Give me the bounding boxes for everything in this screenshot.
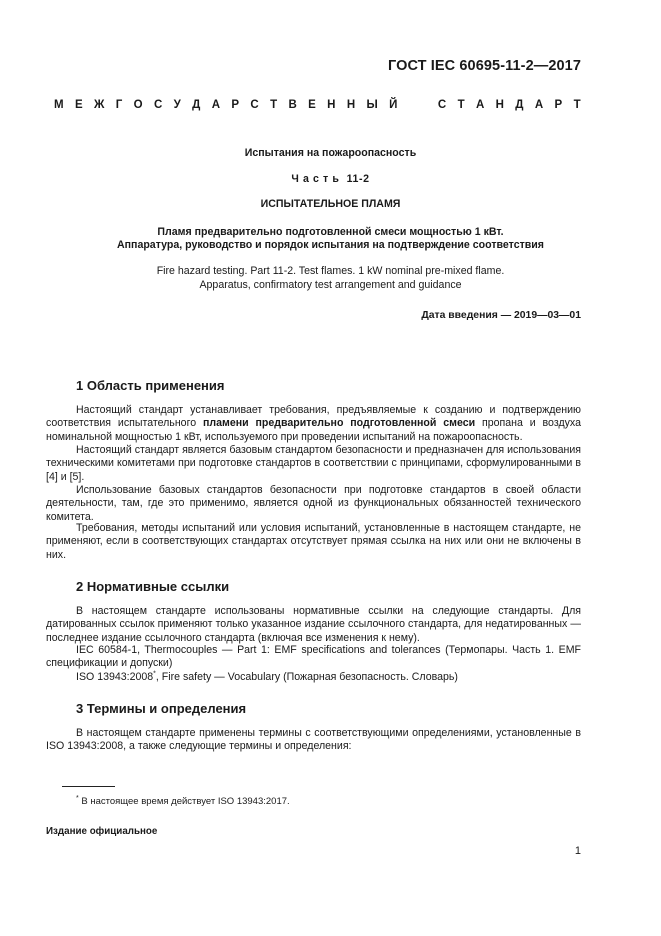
banner-letter: У <box>173 99 181 111</box>
banner-letter: Р <box>231 99 240 111</box>
banner-letter: Т <box>573 99 581 111</box>
title-english-line2: Apparatus, confirmatory test arrangement and guidance <box>199 279 462 291</box>
section-3-paragraph-1: В настоящем стандарте применены термины с соответствующими определениями, установленные в ISO 13943:2008, а также следующие термины и определения: <box>46 727 581 753</box>
banner-letter: О <box>133 99 143 111</box>
banner-letter: А <box>211 99 221 111</box>
official-edition-label: Издание официальное <box>46 826 158 837</box>
banner-letter: М <box>54 99 64 111</box>
banner-letter: Д <box>515 99 524 111</box>
banner-letter: А <box>534 99 544 111</box>
banner-letter: Р <box>554 99 563 111</box>
banner-letter: В <box>288 99 297 111</box>
banner-letter: С <box>250 99 259 111</box>
title-name: ИСПЫТАТЕЛЬНОЕ ПЛАМЯ <box>260 198 401 210</box>
section-2-paragraph-2: IEC 60584-1, Thermocouples — Part 1: EMF specifications and tolerances (Термопары. Часть 1. EMF спецификации и допуски) <box>46 644 581 670</box>
section-1-paragraph-1 <box>46 404 581 444</box>
footnote <box>76 795 290 808</box>
section-2-paragraph-3 <box>46 671 581 684</box>
footnote-reference-mark: * <box>153 670 156 678</box>
banner-letter: Н <box>346 99 356 111</box>
banner-letter: Н <box>327 99 336 111</box>
banner-letter: Т <box>457 99 465 111</box>
banner-letter: Е <box>308 99 316 111</box>
banner-letter: С <box>437 99 447 111</box>
section-3-heading: 3 Термины и определения <box>76 701 247 716</box>
footnote-divider <box>62 786 115 787</box>
section-1-p1-bold: пламени предварительно подготовленной смеси <box>202 417 476 430</box>
interstate-standard-banner <box>54 99 581 112</box>
banner-letter: С <box>153 99 163 111</box>
section-2-p3-text: , Fire safety — Vocabulary (Пожарная безопасность. Словарь) <box>155 671 458 683</box>
banner-letter: Н <box>495 99 504 111</box>
section-1-paragraph-4: Требования, методы испытаний или условия испытаний, установленные в настоящем стандарте, не применяют, если в соответствующих стандартах отсутствует прямая ссылка на них или они не включены в них. <box>46 522 581 561</box>
banner-letter: Г <box>115 99 123 111</box>
section-1-heading: 1 Область применения <box>76 378 225 393</box>
title-series: Испытания на пожароопасность <box>244 147 417 159</box>
banner-letter <box>409 99 412 112</box>
section-2-heading: 2 Нормативные ссылки <box>76 579 230 594</box>
banner-letter: Ж <box>93 99 105 111</box>
banner-letter: Ы <box>366 99 378 111</box>
banner-letter: Й <box>389 99 398 111</box>
banner-letter: Т <box>270 99 278 111</box>
footnote-text: В настоящее время действует ISO 13943:2017. <box>78 796 290 807</box>
footnote-mark: * <box>76 794 79 802</box>
banner-letter: А <box>475 99 485 111</box>
banner-letter: Е <box>74 99 83 111</box>
banner-letter <box>423 99 426 112</box>
page-number: 1 <box>574 845 581 857</box>
banner-letter: Д <box>192 99 201 111</box>
title-subtitle-line2: Аппаратура, руководство и порядок испытания на подтверждение соответствия <box>117 239 544 251</box>
section-1-paragraph-3: Использование базовых стандартов безопасности при подготовке стандартов в своей области деятельности, там, где это применимо, является одной из функциональных обязанностей технического комитета. <box>46 484 581 523</box>
section-1-p1-text-end: пропана и воздуха номинальной мощностью 1 кВт, используемого при проведении испытаний на пожароопасность. <box>46 417 582 443</box>
date-of-introduction: Дата введения — 2019—03—01 <box>421 310 581 321</box>
title-english-line1: Fire hazard testing. Part 11-2. Test flames. 1 kW nominal pre-mixed flame. <box>156 265 505 277</box>
title-subtitle-line1: Пламя предварительно подготовленной смеси мощностью 1 кВт. <box>157 226 504 238</box>
section-2-paragraph-1: В настоящем стандарте использованы нормативные ссылки на следующие стандарты. Для датированных ссылок применяют только указанное издание ссылочного стандарта, для недатированных — последнее издание ссылочного стандарта (включая все изменения к нему). <box>46 605 581 644</box>
title-part: Ч а с т ь 11-2 <box>291 173 370 185</box>
section-2-p3-ref: ISO 13943:2008 <box>76 671 154 683</box>
section-1-p1-text: Настоящий стандарт устанавливает требования, предъявляемые к созданию и подтверждению соответствия испытательного <box>46 404 581 430</box>
standard-number: ГОСТ IEC 60695-11-2—2017 <box>387 58 581 74</box>
section-1-paragraph-2: Настоящий стандарт является базовым стандартом безопасности и предназначен для использования техническими комитетами при подготовке стандартов в соответствии с принципами, сформулированными в [4] и [5]. <box>46 444 581 483</box>
